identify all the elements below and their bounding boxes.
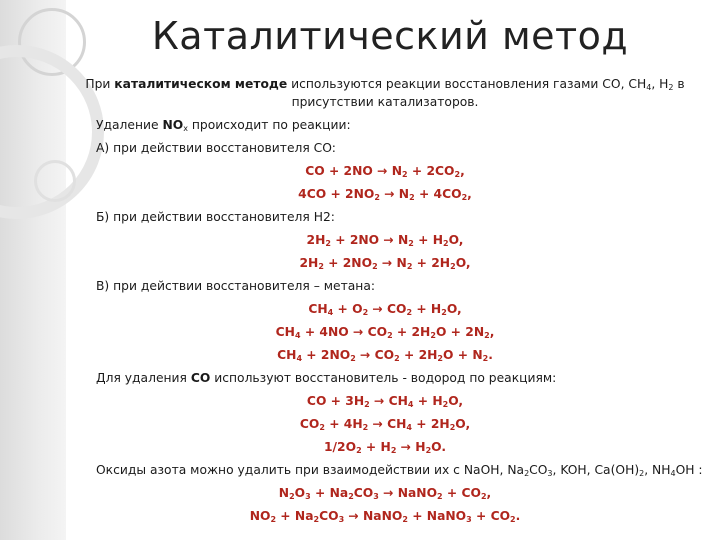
slide-title: Каталитический метод: [151, 14, 629, 58]
section-b-heading: Б) при действии восстановителя H2:: [96, 210, 335, 224]
equation: $1/2O_2 + H_2 \to H_2O$.: [324, 440, 446, 455]
equation: $CO_2 + 4H_2 \to CH_4 + 2H_2O$,: [299, 417, 471, 432]
removal-line: Удаление $NO_x$ происходит по реакции:: [96, 118, 351, 133]
equation: $CH_4 + 2NO_2 \to CO_2 + 2H_2O + N_2$.: [277, 348, 493, 363]
equation: CO + $3H_2 \to CH_4 + H_2O$,: [306, 394, 464, 409]
left-decor-panel: [0, 0, 66, 540]
equation: $N_2O_3 + Na_2CO_3$ → NaNO$_2$ + $CO_2$,: [278, 486, 492, 501]
equation: $NO_2 + Na_2CO_3$ → NaNO$_2$ + NaNO$_3$ + $CO_2$.: [249, 509, 521, 524]
intro-line-2: присутствии катализаторов.: [291, 95, 479, 109]
equation: $2H_2 + 2NO \to N_2 + H_2O$,: [306, 233, 464, 248]
equation: $CH_4 + O_2 \to CO_2 + H_2O$,: [308, 302, 462, 317]
equation: $CH_4 + 4NO \to CO_2 + 2H_2O + 2N_2$,: [275, 325, 495, 340]
section-a-heading: А) при действии восстановителя CO:: [96, 141, 336, 155]
equation: $4CO + 2NO_2 \to N_2 + 4CO_2$,: [298, 187, 472, 202]
oxides-line: Оксиды азота можно удалить при взаимодействии их с NaOH, $Na_2CO_3$, KOH, $Ca(OH)_2$, $NH_4OH$ :: [96, 463, 703, 478]
equation: $2H_2 + 2NO_2 \to N_2 + 2H_2O$,: [299, 256, 471, 271]
co-removal-line: Для удаления CO используют восстановитель - водород по реакциям:: [96, 371, 557, 385]
equation: CO + $2NO \to N_2 + 2CO_2$,: [305, 164, 465, 179]
intro-line-1: При каталитическом методе используются реакции восстановления газами CO, $CH_4$, $H_2$ в: [85, 77, 685, 92]
decor-circle-mid: [34, 160, 76, 202]
section-c-heading: В) при действии восстановителя – метана:: [96, 279, 376, 293]
